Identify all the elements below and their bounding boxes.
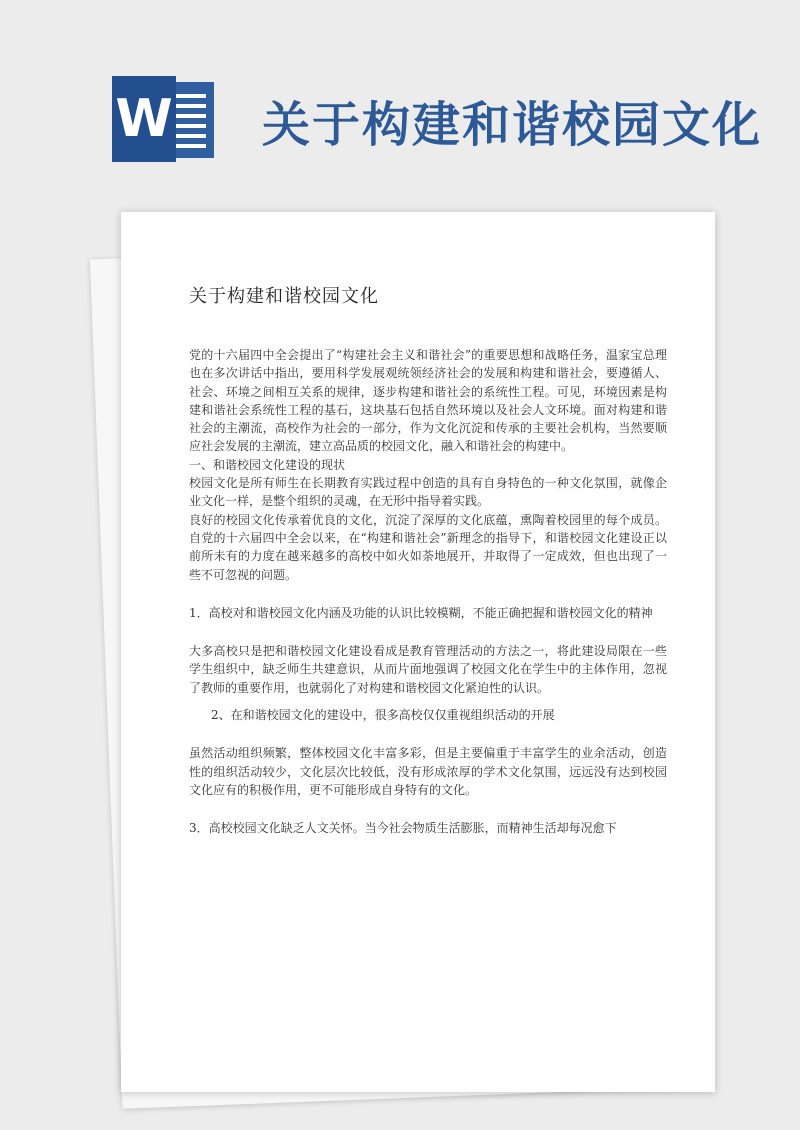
paragraph-status: 良好的校园文化传承着优良的文化，沉淀了深厚的文化底蕴，熏陶着校园里的每个成员。自党的十六届四中全会以来，在“构建和谐社会”新理念的指导下，和谐校园文化建设正以前所未有的力度在越来越多的高校中如火如荼地展开，并取得了一定成效，但也出现了一些不可忽视的问题。 [189, 512, 667, 582]
paragraph-intro: 党的十六届四中全会提出了“构建社会主义和谐社会”的重要思想和战略任务，温家宝总理也在多次讲话中指出，要用科学发展观统领经济社会的发展和构建和谐社会，要遵循人、社会、环境之间相互关系的规律，逐步构建和谐社会的系统性工程。可见，环境因素是构建和谐社会系统性工程的基石，这块基石包括自然环境以及社会人文环境。面对构建和谐社会的主潮流，高校作为社会的一部分，作为文化沉淀和传承的主要社会机构，当然要顺应社会发展的主潮流，建立高品质的校园文化，融入和谐社会的构建中。 [189, 348, 667, 454]
word-badge: W [112, 76, 176, 162]
problem-1-heading: 1．高校对和谐校园文化内涵及功能的认识比较模糊，不能正确把握和谐校园文化的精神 [189, 605, 653, 620]
paragraph-definition: 校园文化是所有师生在长期教育实践过程中创造的具有自身特色的一种文化氛围，就像企业文化一样，是整个组织的灵魂，在无形中指导着实践。 [189, 476, 667, 509]
paragraph-problem-2: 虽然活动组织频繁，整体校园文化丰富多彩，但是主要偏重于丰富学生的业余活动，创造性的组织活动较少，文化层次比较低，没有形成浓厚的学术文化氛围，远远没有达到校园文化应有的积极作用，更不可能形成自身特有的文化。 [189, 746, 667, 797]
problem-3-heading: 3．高校校园文化缺乏人文关怀。当今社会物质生活膨胀，而精神生活却每况愈下 [189, 821, 617, 836]
problem-2-heading: 2、在和谐校园文化的建设中，很多高校仅仅重视组织活动的开展 [211, 708, 555, 723]
word-document-icon [112, 76, 216, 162]
paragraph-problem-1: 大多高校只是把和谐校园文化建设看成是教育管理活动的方法之一，将此建设局限在一些学生组织中，缺乏师生共建意识，从而片面地强调了校园文化在学生中的主体作用，忽视了教师的重要作用，也就弱化了对构建和谐校园文化紧迫性的认识。 [189, 644, 667, 695]
document-page [121, 212, 715, 1092]
document-body [189, 346, 667, 838]
banner-title: 关于构建和谐校园文化 [262, 97, 763, 153]
banner [0, 0, 800, 200]
document-title: 关于构建和谐校园文化 [189, 286, 379, 307]
section-heading: 一、和谐校园文化建设的现状 [189, 457, 346, 472]
